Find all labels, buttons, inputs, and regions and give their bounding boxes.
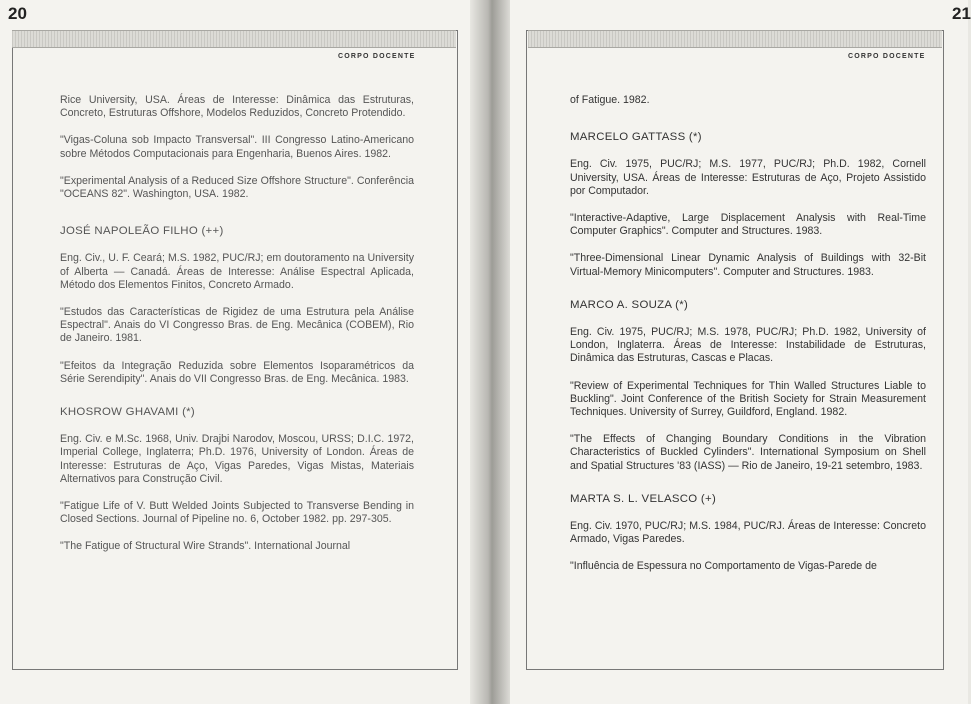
citation: "Review of Experimental Techniques for Thin Walled Structures Liable to Buckling". Joint Conference of the British Society for Strain Measurement Techniques. University of Surrey, Guildford, England. 1982.: [570, 379, 926, 419]
citation: "The Fatigue of Structural Wire Strands". International Journal: [60, 540, 351, 553]
left-page-number: 20: [8, 4, 27, 23]
faculty-name-heading: KHOSROW GHAVAMI (*): [60, 406, 196, 419]
citation: "Three-Dimensional Linear Dynamic Analysis of Buildings with 32-Bit Virtual-Memory Minicomputers". Computer and Structures. 1983.: [570, 252, 926, 278]
paragraph: of Fatigue. 1982.: [570, 94, 650, 106]
faculty-name-heading: MARCELO GATTASS (*): [570, 131, 702, 144]
paragraph: Eng. Civ. e M.Sc. 1968, Univ. Drajbi Narodov, Moscou, URSS; D.I.C. 1972, Imperial College, Inglaterra; Ph.D. 1976, University of London. Áreas de Interesse: Estruturas de Aço, Vigas Paredes, Vigas Mistas, Materiais Alternativos para Construção Civil.: [60, 433, 414, 485]
citation: "The Effects of Changing Boundary Conditions in the Vibration Characteristics of Buckled Cylinders". International Symposium on Shell and Spatial Structures '83 (IASS) — Rio de Janeiro, 19-21 setembro, 1983.: [570, 433, 926, 472]
paragraph: Eng. Civ. 1970, PUC/RJ; M.S. 1984, PUC/RJ. Áreas de Interesse: Concreto Armado, Vigas Paredes.: [570, 520, 926, 546]
book-gutter: [470, 0, 510, 704]
citation: "Experimental Analysis of a Reduced Size Offshore Structure". Conferência "OCEANS 82". Washington, USA. 1982.: [60, 174, 414, 201]
right-header-bar: [528, 30, 942, 48]
citation: "Interactive-Adaptive, Large Displacement Analysis with Real-Time Computer Graphics". Computer and Structures. 1983.: [570, 212, 926, 238]
left-header-bar: [12, 30, 456, 48]
citation: "Influência de Espessura no Comportamento de Vigas-Parede de: [570, 560, 877, 573]
paragraph: Eng. Civ., U. F. Ceará; M.S. 1982, PUC/RJ; em doutoramento na University of Alberta — Canadá. Áreas de Interesse: Análise Espectral Aplicada, Método dos Elementos Finitos, Concreto Armado.: [60, 252, 414, 291]
paragraph: Eng. Civ. 1975, PUC/RJ; M.S. 1977, PUC/RJ; Ph.D. 1982, Cornell University, USA. Áreas de Interesse: Estruturas de Aço, Projeto Assistido por Computador.: [570, 158, 926, 197]
citation: "Fatigue Life of V. Butt Welded Joints Subjected to Transverse Bending in Closed Sections. Journal of Pipeline no. 6, October 1982. pp. 297-305.: [60, 500, 414, 526]
citation: "Estudos das Características de Rigidez de uma Estrutura pela Análise Espectral". Anais do VI Congresso Bras. de Eng. Mecânica (COBEM), Rio de Janeiro. 1981.: [60, 306, 414, 345]
faculty-name-heading: MARTA S. L. VELASCO (+): [570, 492, 717, 505]
right-page-number: 21: [952, 4, 971, 23]
faculty-name-heading: JOSÉ NAPOLEÃO FILHO (++): [60, 225, 224, 238]
faculty-name-heading: MARCO A. SOUZA (*): [570, 298, 689, 311]
right-section-label: CORPO DOCENTE: [848, 53, 926, 60]
citation: "Vigas-Coluna sob Impacto Transversal". III Congresso Latino-Americano sobre Métodos Computacionais para Engenharia, Buenos Aires. 1982.: [60, 134, 414, 160]
left-section-label: CORPO DOCENTE: [338, 53, 416, 60]
paragraph: Rice University, USA. Áreas de Interesse: Dinâmica das Estruturas, Concreto, Estruturas Offshore, Modelos Reduzidos, Concreto Protendido.: [60, 94, 414, 120]
left-text-column: [60, 94, 414, 568]
paragraph: Eng. Civ. 1975, PUC/RJ; M.S. 1978, PUC/RJ; Ph.D. 1982, University of London, Inglaterra. Áreas de Interesse: Instabilidade de Estruturas, Dinâmica das Estruturas, Cascas e Placas.: [570, 326, 926, 365]
right-text-column: [570, 94, 926, 588]
citation: "Efeitos da Integração Reduzida sobre Elementos Isoparamétricos da Série Serendipity". Anais do VII Congresso Bras. de Eng. Mecânica. 1983.: [60, 359, 414, 385]
